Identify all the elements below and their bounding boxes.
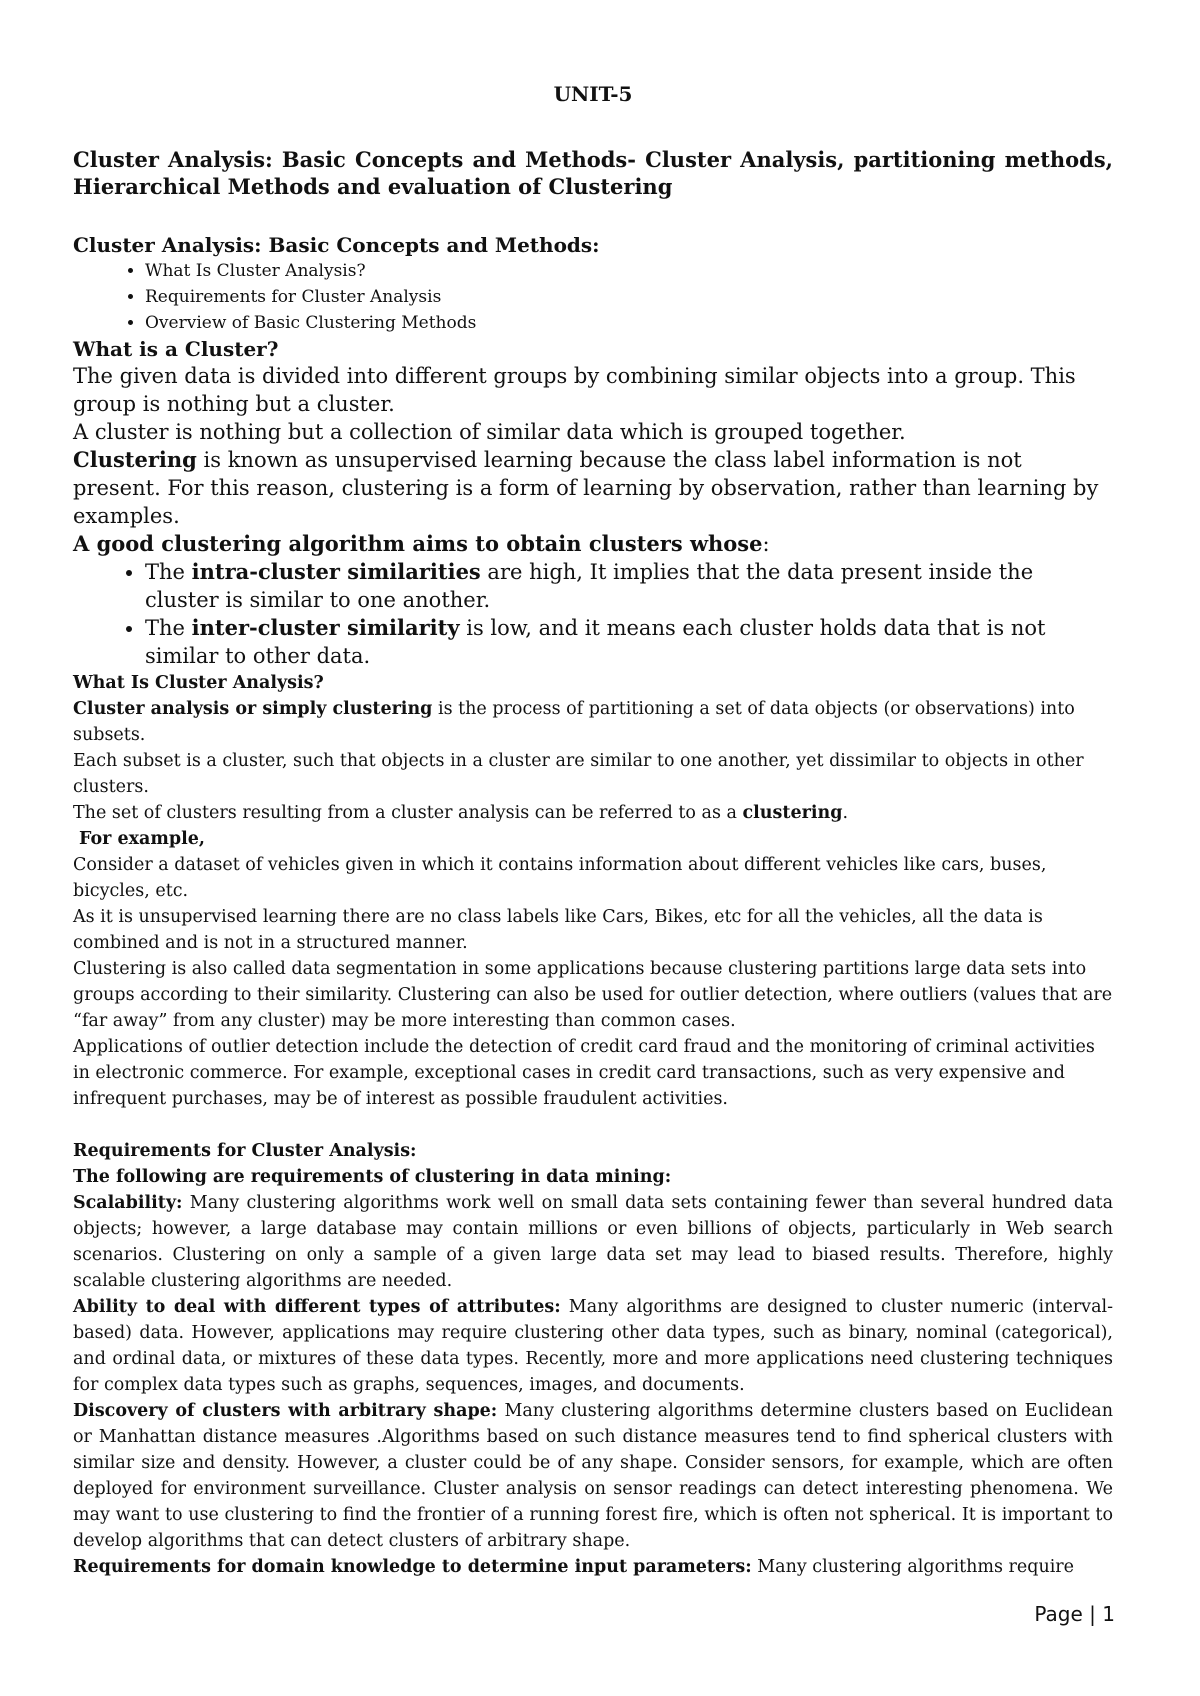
requirements-subheading: The following are requirements of clustering in data mining:: [73, 1167, 672, 1187]
list-item: • What Is Cluster Analysis?: [145, 258, 1113, 284]
bold-term: Clustering: [73, 447, 197, 472]
paragraph-text: :: [762, 532, 770, 556]
bold-term: A good clustering algorithm aims to obtain clusters whose: [73, 531, 763, 556]
good-clustering-heading: [73, 530, 1113, 558]
paragraph-text: is known as unsupervised learning because the class label information is not present. For this reason, clustering is a form of learning by observation, rather than learning by examples.: [73, 448, 1099, 528]
paragraph: Consider a dataset of vehicles given in which it contains information about different vehicles like cars, buses, bicycles, etc.: [73, 855, 1047, 901]
paragraph: Applications of outlier detection include the detection of credit card fraud and the monitoring of criminal activities in electronic commerce. For example, exceptional cases in credit card transactions, such as very expensive and infrequent purchases, may be of interest as possible fraudulent activities.: [73, 1037, 1095, 1109]
bold-term: Scalability:: [73, 1193, 183, 1213]
requirements-heading: Requirements for Cluster Analysis:: [73, 1141, 417, 1161]
paragraph: As it is unsupervised learning there are no class labels like Cars, Bikes, etc for all the vehicles, all the data is combined and is not in a structured manner.: [73, 907, 1043, 953]
for-example-heading: For example,: [79, 829, 205, 849]
list-item: [145, 558, 1113, 614]
page-number: Page | 1: [1034, 1602, 1115, 1626]
list-item: • Requirements for Cluster Analysis: [145, 284, 1113, 310]
bold-term: Discovery of clusters with arbitrary shape:: [73, 1401, 498, 1421]
list-item: [145, 614, 1113, 670]
paragraph-text: is the process of partitioning a set of data objects (or observations) into subsets.: [73, 699, 1075, 745]
bold-term: Requirements for domain knowledge to determine input parameters:: [73, 1557, 752, 1577]
paragraph: [73, 696, 1113, 748]
paragraph-text: .: [842, 803, 849, 823]
paragraph-text: Many clustering algorithms determine clusters based on Euclidean or Manhattan distance measures .Algorithms based on such distance measures tend to find spherical clusters with similar size and density. However, a cluster could be of any shape. Consider sensors, for example, which are often deployed for environment surveillance. Cluster analysis on sensor readings can detect interesting phenomena. We may want to use clustering to find the frontier of a running forest fire, which is often not spherical. It is important to develop algorithms that can detect clusters of arbitrary shape.: [73, 1401, 1113, 1551]
paragraph-text: The set of clusters resulting from a cluster analysis can be referred to as a: [73, 803, 743, 823]
paragraph: [73, 1398, 1113, 1554]
paragraph: Clustering is also called data segmentation in some applications because clustering partitions large data sets into groups according to their similarity. Clustering can also be used for outlier detection, where outliers (values that are “far away” from any cluster) may be more interesting than common cases.: [73, 959, 1113, 1031]
paragraph-text: Many algorithms are designed to cluster numeric (interval-based) data. However, applications may require clustering other data types, such as binary, nominal (categorical), and ordinal data, or mixtures of these data types. Recently, more and more applications need clustering techniques for complex data types such as graphs, sequences, images, and documents.: [73, 1297, 1114, 1395]
bold-term: inter-cluster similarity: [191, 615, 460, 640]
similarity-list: [73, 558, 1113, 670]
paragraph: A cluster is nothing but a collection of similar data which is grouped together.: [73, 420, 906, 444]
paragraph-text: is low, and it means each cluster holds data that is not similar to other data.: [145, 616, 1046, 668]
list-item: • Overview of Basic Clustering Methods: [145, 310, 1113, 336]
basic-concepts-heading: Cluster Analysis: Basic Concepts and Methods:: [73, 233, 600, 257]
paragraph-text: The: [145, 560, 192, 584]
paragraph-text: The: [145, 616, 192, 640]
bold-term: clustering: [742, 803, 843, 823]
bold-term: intra-cluster similarities: [191, 559, 481, 584]
paragraph: [73, 1190, 1113, 1294]
paragraph: [73, 800, 1113, 826]
paragraph: The given data is divided into different groups by combining similar objects into a group. This group is nothing but a cluster.: [73, 364, 1076, 416]
what-is-a-cluster-heading: What is a Cluster?: [73, 337, 279, 361]
document-body: [73, 232, 1113, 1580]
paragraph: [73, 1554, 1113, 1580]
bold-term: Ability to deal with different types of attributes:: [73, 1297, 561, 1317]
unit-title: UNIT-5: [553, 82, 633, 106]
paragraph: Each subset is a cluster, such that objects in a cluster are similar to one another, yet dissimilar to objects in other clusters.: [73, 751, 1084, 797]
paragraph-text: Many clustering algorithms require: [751, 1557, 1075, 1577]
paragraph: [73, 446, 1113, 530]
basic-concepts-list: [73, 258, 1113, 336]
paragraph-text: are high, It implies that the data present inside the cluster is similar to one another.: [145, 560, 1034, 612]
paragraph: [73, 1294, 1113, 1398]
lead-heading: Cluster Analysis: Basic Concepts and Methods- Cluster Analysis, partitioning methods, Hierarchical Methods and evaluation of Clustering: [73, 147, 1113, 199]
spacer: [73, 1112, 1113, 1138]
what-is-cluster-analysis-heading: What Is Cluster Analysis?: [73, 673, 324, 693]
bold-term: Cluster analysis or simply clustering: [73, 699, 433, 719]
paragraph-text: Many clustering algorithms work well on small data sets containing fewer than several hundred data objects; however, a large database may contain millions or even billions of objects, particularly in Web search scenarios. Clustering on only a sample of a given large data set may lead to biased results. Therefore, highly scalable clustering algorithms are needed.: [73, 1193, 1113, 1291]
